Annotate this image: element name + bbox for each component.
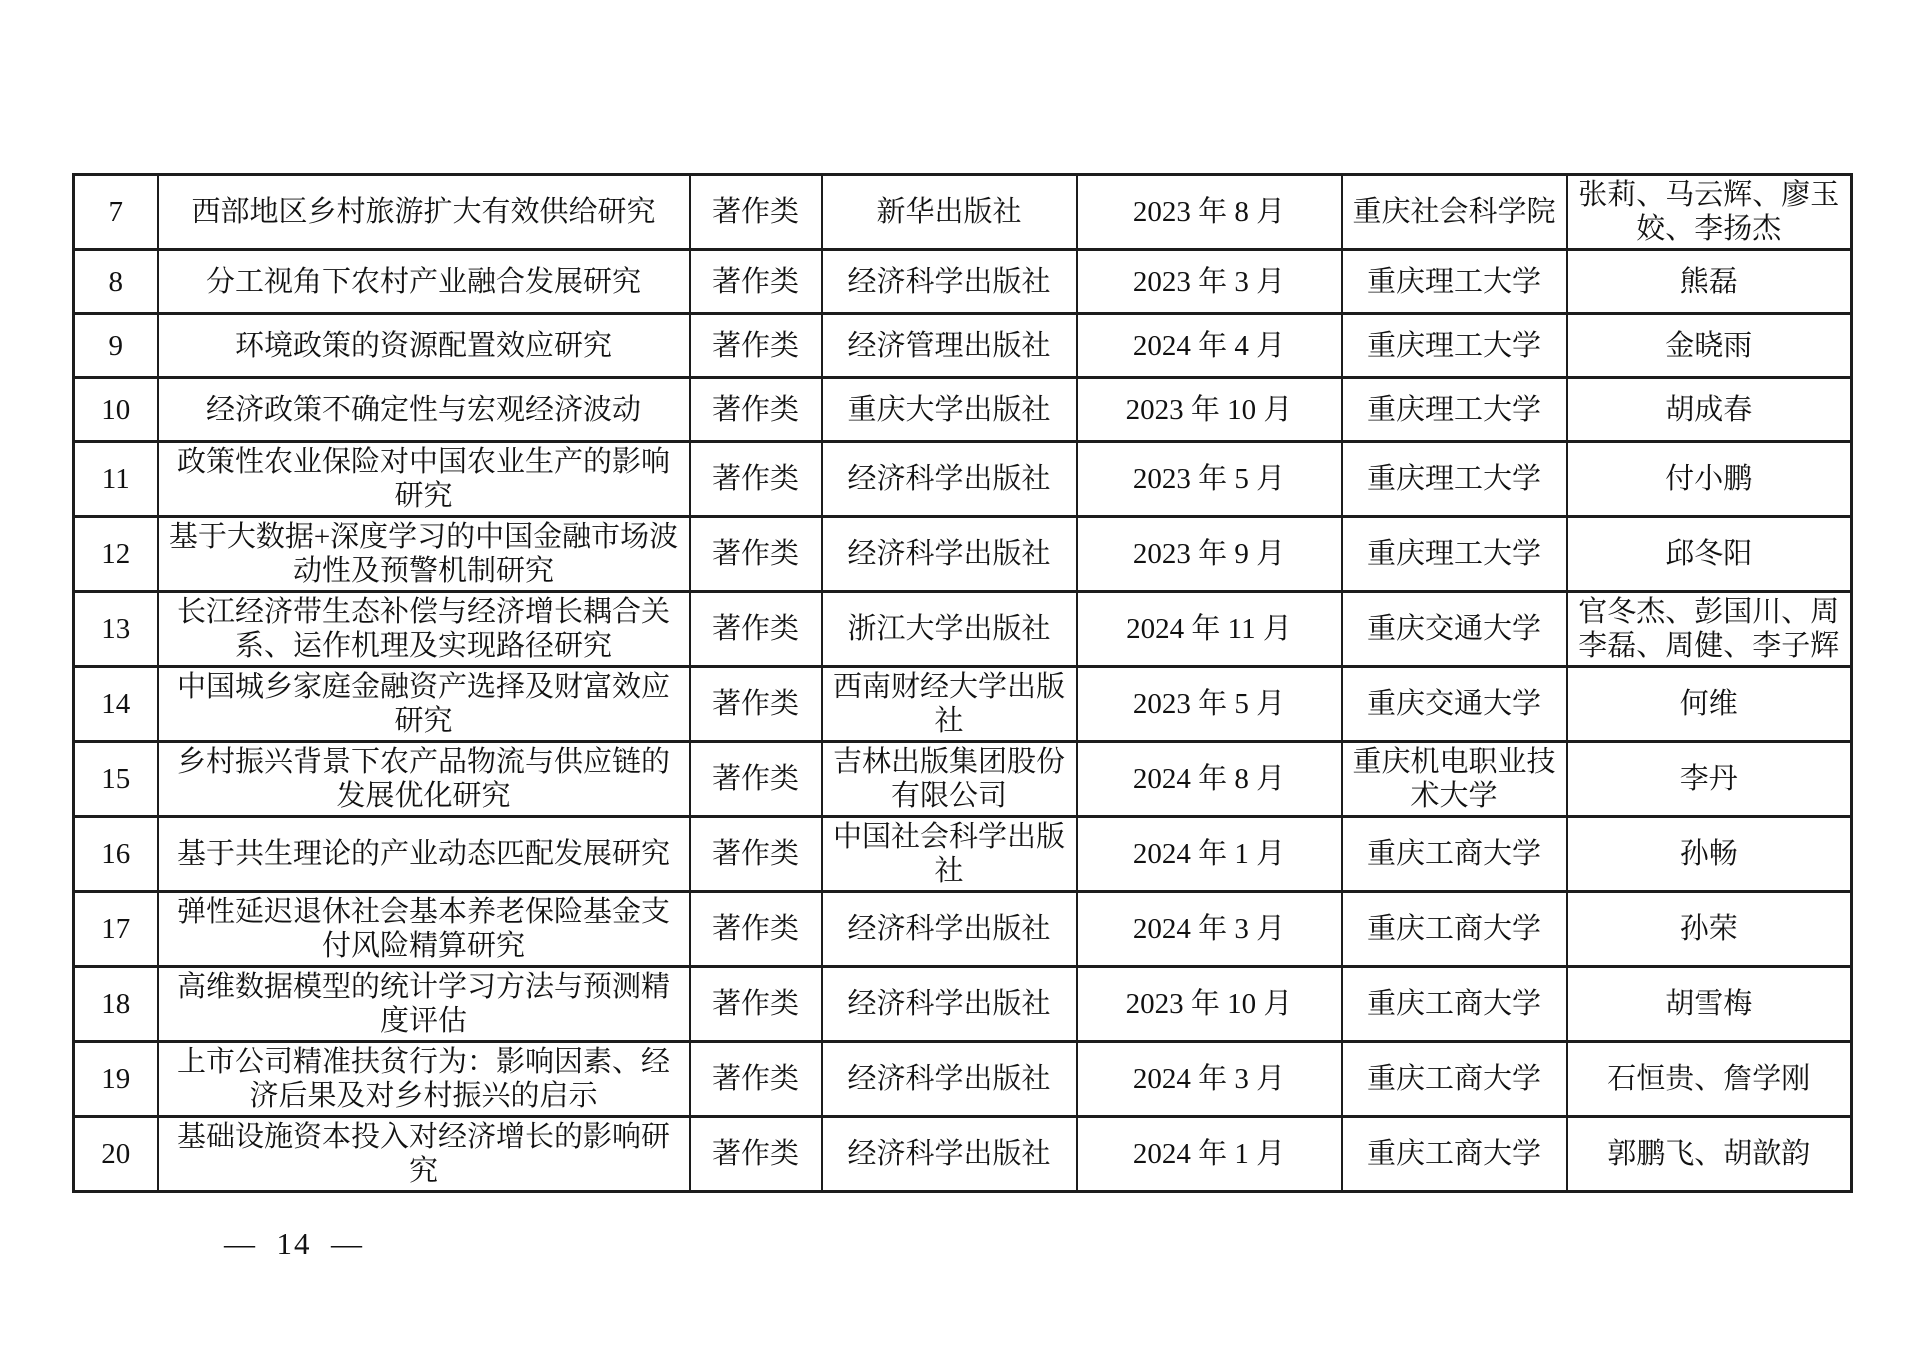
cell-publisher: 浙江大学出版社 (822, 592, 1077, 667)
cell-category: 著作类 (690, 250, 822, 314)
cell-publish-date: 2023 年 3 月 (1077, 250, 1342, 314)
cell-authors: 石恒贵、詹学刚 (1567, 1042, 1852, 1117)
cell-institution: 重庆理工大学 (1342, 314, 1567, 378)
cell-publisher: 经济科学出版社 (822, 892, 1077, 967)
cell-title: 西部地区乡村旅游扩大有效供给研究 (158, 175, 690, 250)
cell-authors: 金晓雨 (1567, 314, 1852, 378)
cell-title: 中国城乡家庭金融资产选择及财富效应研究 (158, 667, 690, 742)
cell-title: 环境政策的资源配置效应研究 (158, 314, 690, 378)
cell-row-number: 18 (74, 967, 158, 1042)
cell-institution: 重庆交通大学 (1342, 667, 1567, 742)
cell-row-number: 20 (74, 1117, 158, 1192)
cell-authors: 郭鹏飞、胡歆韵 (1567, 1117, 1852, 1192)
cell-row-number: 10 (74, 378, 158, 442)
cell-title: 上市公司精准扶贫行为：影响因素、经济后果及对乡村振兴的启示 (158, 1042, 690, 1117)
cell-publish-date: 2024 年 11 月 (1077, 592, 1342, 667)
cell-row-number: 12 (74, 517, 158, 592)
cell-row-number: 16 (74, 817, 158, 892)
cell-publisher: 经济科学出版社 (822, 1117, 1077, 1192)
cell-institution: 重庆理工大学 (1342, 378, 1567, 442)
cell-authors: 付小鹏 (1567, 442, 1852, 517)
cell-institution: 重庆工商大学 (1342, 967, 1567, 1042)
cell-authors: 熊磊 (1567, 250, 1852, 314)
cell-publisher: 经济科学出版社 (822, 967, 1077, 1042)
cell-title: 乡村振兴背景下农产品物流与供应链的发展优化研究 (158, 742, 690, 817)
cell-category: 著作类 (690, 175, 822, 250)
cell-category: 著作类 (690, 592, 822, 667)
cell-row-number: 8 (74, 250, 158, 314)
table-row (74, 250, 1852, 314)
cell-title: 弹性延迟退休社会基本养老保险基金支付风险精算研究 (158, 892, 690, 967)
cell-publish-date: 2024 年 4 月 (1077, 314, 1342, 378)
cell-category: 著作类 (690, 314, 822, 378)
cell-publish-date: 2023 年 8 月 (1077, 175, 1342, 250)
table-row (74, 1117, 1852, 1192)
cell-authors: 胡雪梅 (1567, 967, 1852, 1042)
cell-row-number: 15 (74, 742, 158, 817)
cell-publish-date: 2023 年 10 月 (1077, 378, 1342, 442)
table-row (74, 1042, 1852, 1117)
cell-category: 著作类 (690, 1117, 822, 1192)
publications-table (72, 173, 1853, 1193)
table-row (74, 314, 1852, 378)
cell-category: 著作类 (690, 442, 822, 517)
table-row (74, 892, 1852, 967)
cell-category: 著作类 (690, 742, 822, 817)
cell-row-number: 17 (74, 892, 158, 967)
cell-publisher: 重庆大学出版社 (822, 378, 1077, 442)
cell-institution: 重庆社会科学院 (1342, 175, 1567, 250)
cell-publish-date: 2023 年 9 月 (1077, 517, 1342, 592)
cell-institution: 重庆工商大学 (1342, 892, 1567, 967)
cell-authors: 胡成春 (1567, 378, 1852, 442)
cell-publisher: 中国社会科学出版社 (822, 817, 1077, 892)
cell-category: 著作类 (690, 378, 822, 442)
cell-category: 著作类 (690, 517, 822, 592)
cell-publish-date: 2024 年 3 月 (1077, 892, 1342, 967)
cell-category: 著作类 (690, 1042, 822, 1117)
cell-publish-date: 2024 年 8 月 (1077, 742, 1342, 817)
table-row (74, 667, 1852, 742)
cell-authors: 何维 (1567, 667, 1852, 742)
table-row (74, 592, 1852, 667)
cell-row-number: 11 (74, 442, 158, 517)
cell-title: 基于共生理论的产业动态匹配发展研究 (158, 817, 690, 892)
cell-row-number: 9 (74, 314, 158, 378)
cell-institution: 重庆机电职业技术大学 (1342, 742, 1567, 817)
cell-title: 长江经济带生态补偿与经济增长耦合关系、运作机理及实现路径研究 (158, 592, 690, 667)
cell-title: 基础设施资本投入对经济增长的影响研究 (158, 1117, 690, 1192)
cell-institution: 重庆工商大学 (1342, 1117, 1567, 1192)
cell-publisher: 经济管理出版社 (822, 314, 1077, 378)
cell-authors: 张莉、马云辉、廖玉姣、李扬杰 (1567, 175, 1852, 250)
cell-publisher: 经济科学出版社 (822, 250, 1077, 314)
cell-row-number: 19 (74, 1042, 158, 1117)
cell-institution: 重庆理工大学 (1342, 442, 1567, 517)
cell-authors: 孙荣 (1567, 892, 1852, 967)
table-row (74, 442, 1852, 517)
table-row (74, 517, 1852, 592)
cell-row-number: 7 (74, 175, 158, 250)
cell-publish-date: 2023 年 5 月 (1077, 667, 1342, 742)
cell-publisher: 经济科学出版社 (822, 517, 1077, 592)
table-row (74, 967, 1852, 1042)
cell-publisher: 新华出版社 (822, 175, 1077, 250)
table-row (74, 817, 1852, 892)
cell-title: 政策性农业保险对中国农业生产的影响研究 (158, 442, 690, 517)
cell-publisher: 吉林出版集团股份有限公司 (822, 742, 1077, 817)
cell-institution: 重庆理工大学 (1342, 517, 1567, 592)
cell-publish-date: 2024 年 1 月 (1077, 1117, 1342, 1192)
cell-publish-date: 2023 年 5 月 (1077, 442, 1342, 517)
cell-title: 经济政策不确定性与宏观经济波动 (158, 378, 690, 442)
cell-institution: 重庆理工大学 (1342, 250, 1567, 314)
cell-publish-date: 2024 年 1 月 (1077, 817, 1342, 892)
page-number: — 14 — (224, 1226, 364, 1261)
cell-title: 高维数据模型的统计学习方法与预测精度评估 (158, 967, 690, 1042)
cell-authors: 邱冬阳 (1567, 517, 1852, 592)
cell-publisher: 西南财经大学出版社 (822, 667, 1077, 742)
cell-title: 基于大数据+深度学习的中国金融市场波动性及预警机制研究 (158, 517, 690, 592)
cell-row-number: 14 (74, 667, 158, 742)
cell-publish-date: 2024 年 3 月 (1077, 1042, 1342, 1117)
cell-publisher: 经济科学出版社 (822, 1042, 1077, 1117)
cell-title: 分工视角下农村产业融合发展研究 (158, 250, 690, 314)
cell-category: 著作类 (690, 667, 822, 742)
cell-publish-date: 2023 年 10 月 (1077, 967, 1342, 1042)
cell-authors: 孙畅 (1567, 817, 1852, 892)
table-row (74, 175, 1852, 250)
cell-institution: 重庆工商大学 (1342, 1042, 1567, 1117)
cell-authors: 官冬杰、彭国川、周李磊、周健、李子辉 (1567, 592, 1852, 667)
cell-institution: 重庆交通大学 (1342, 592, 1567, 667)
cell-authors: 李丹 (1567, 742, 1852, 817)
cell-institution: 重庆工商大学 (1342, 817, 1567, 892)
cell-publisher: 经济科学出版社 (822, 442, 1077, 517)
cell-category: 著作类 (690, 967, 822, 1042)
cell-row-number: 13 (74, 592, 158, 667)
cell-category: 著作类 (690, 892, 822, 967)
cell-category: 著作类 (690, 817, 822, 892)
table-row (74, 742, 1852, 817)
table-row (74, 378, 1852, 442)
